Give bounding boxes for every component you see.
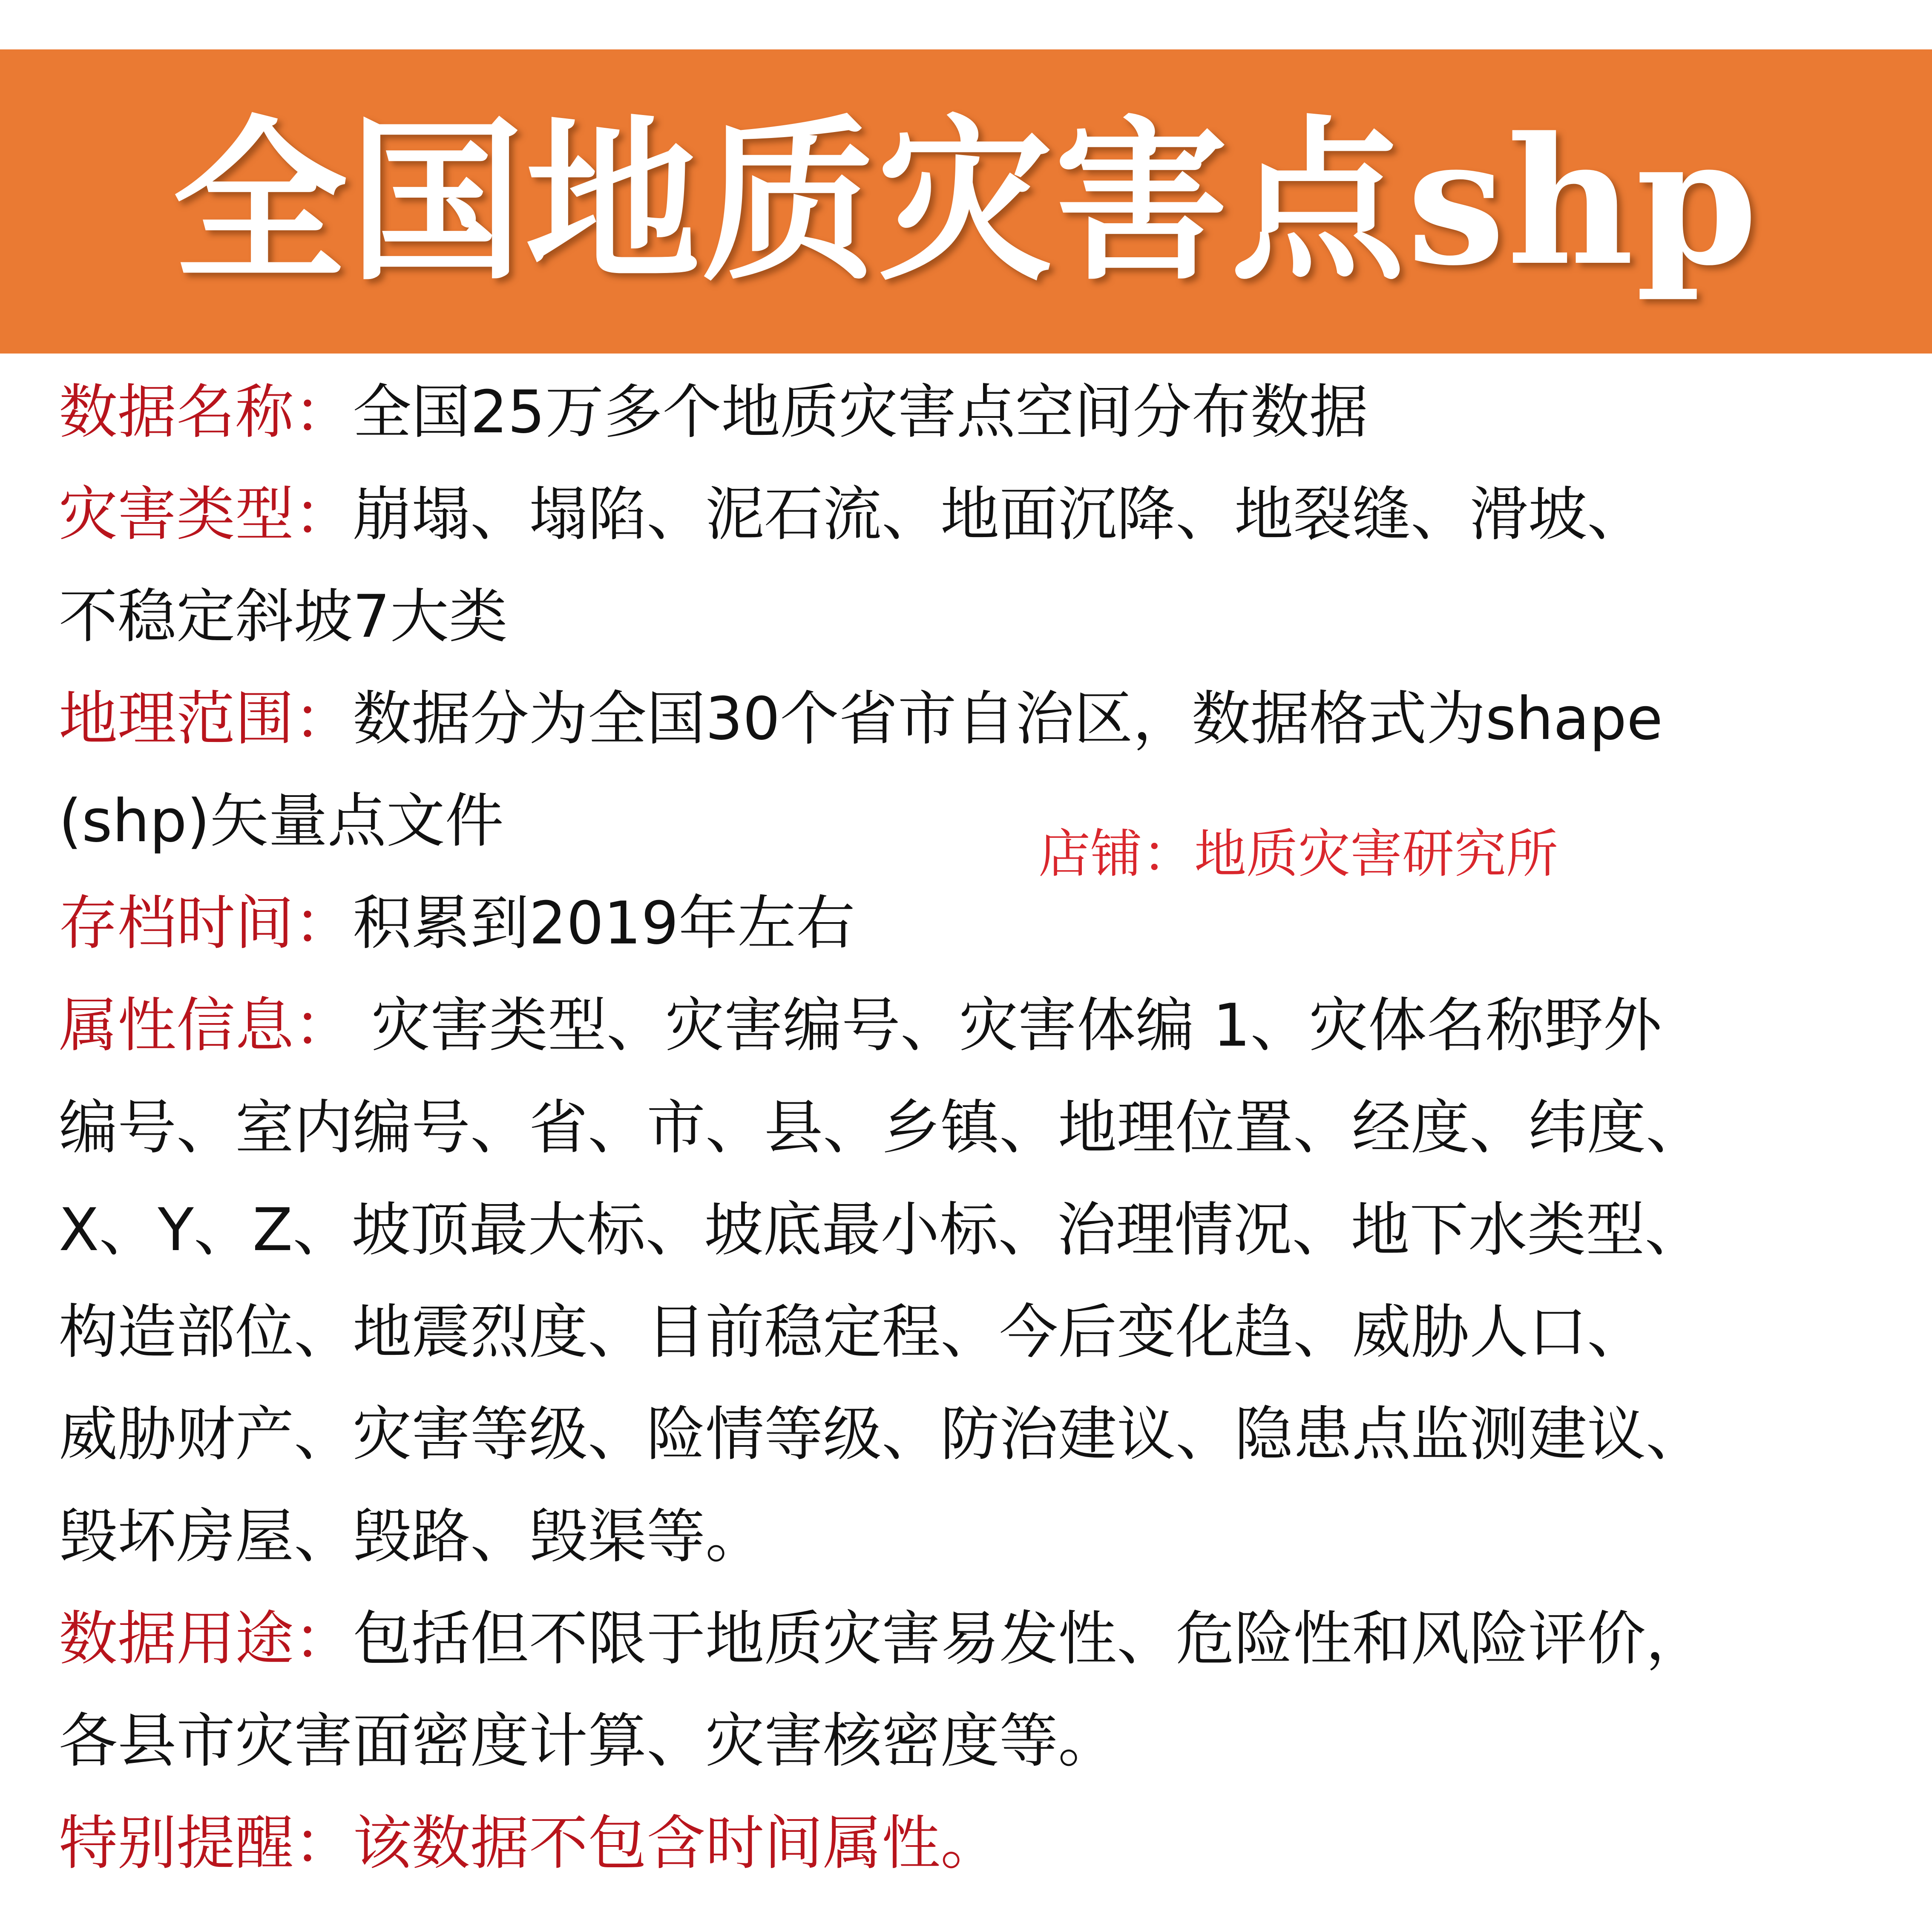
usage-row xyxy=(59,1596,1705,1682)
attributes-continuation-4 xyxy=(59,1392,1705,1477)
geo-range-label: 地理范围： xyxy=(59,684,353,753)
title-banner xyxy=(0,49,1932,354)
geo-range-value-line-1: 数据分为全国30个省市自治区，数据格式为shape xyxy=(353,684,1663,753)
page-title: 全国地质灾害点shp xyxy=(172,99,1760,304)
hazard-types-value-line-1: 崩塌、塌陷、泥石流、地面沉降、地裂缝、滑坡、 xyxy=(353,480,1646,549)
shop-name: 店铺：地质灾害研究所 xyxy=(1038,824,1558,884)
usage-continuation xyxy=(59,1699,1117,1784)
geo-range-value-line-2: (shp)矢量点文件 xyxy=(59,787,504,855)
usage-label: 数据用途： xyxy=(59,1604,353,1673)
attributes-continuation-5 xyxy=(59,1494,764,1579)
attributes-continuation-3 xyxy=(59,1290,1646,1375)
data-name-value: 全国25万多个地质灾害点空间分布数据 xyxy=(353,378,1368,446)
notice-label: 特别提醒： xyxy=(59,1809,353,1877)
attributes-row xyxy=(59,983,1662,1068)
data-name-label: 数据名称： xyxy=(59,378,353,446)
geo-range-row xyxy=(59,676,1663,762)
attributes-value-line-2: 编号、室内编号、省、市、县、乡镇、地理位置、经度、纬度、 xyxy=(59,1093,1705,1162)
attributes-value-line-1: 灾害类型、灾害编号、灾害体编 1、灾体名称野外 xyxy=(353,991,1662,1060)
archive-time-row xyxy=(59,881,855,966)
attributes-continuation-1 xyxy=(59,1085,1705,1170)
archive-time-label: 存档时间： xyxy=(59,889,353,957)
hazard-types-continuation xyxy=(59,574,508,659)
attributes-value-line-5: 威胁财产、灾害等级、险情等级、防治建议、隐患点监测建议、 xyxy=(59,1400,1705,1469)
geo-range-continuation xyxy=(59,779,504,864)
data-name-row xyxy=(59,370,1368,455)
usage-value-line-2: 各县市灾害面密度计算、灾害核密度等。 xyxy=(59,1707,1117,1775)
attributes-label: 属性信息： xyxy=(59,991,353,1060)
attributes-value-line-3: X、Y、Z、坡顶最大标、坡底最小标、治理情况、地下水类型、 xyxy=(59,1196,1704,1264)
hazard-types-value-line-2: 不稳定斜坡7大类 xyxy=(59,582,508,651)
attributes-continuation-2 xyxy=(59,1187,1703,1273)
usage-value-line-1: 包括但不限于地质灾害易发性、危险性和风险评价， xyxy=(353,1604,1705,1673)
hazard-types-row xyxy=(59,472,1646,557)
attributes-value-line-6: 毁坏房屋、毁路、毁渠等。 xyxy=(59,1502,765,1571)
hazard-types-label: 灾害类型： xyxy=(59,480,353,549)
notice-value: 该数据不包含时间属性。 xyxy=(353,1809,1000,1877)
attributes-value-line-4: 构造部位、地震烈度、目前稳定程、今后变化趋、威胁人口、 xyxy=(59,1298,1646,1366)
archive-time-value: 积累到2019年左右 xyxy=(353,889,855,957)
notice-row xyxy=(59,1801,999,1886)
